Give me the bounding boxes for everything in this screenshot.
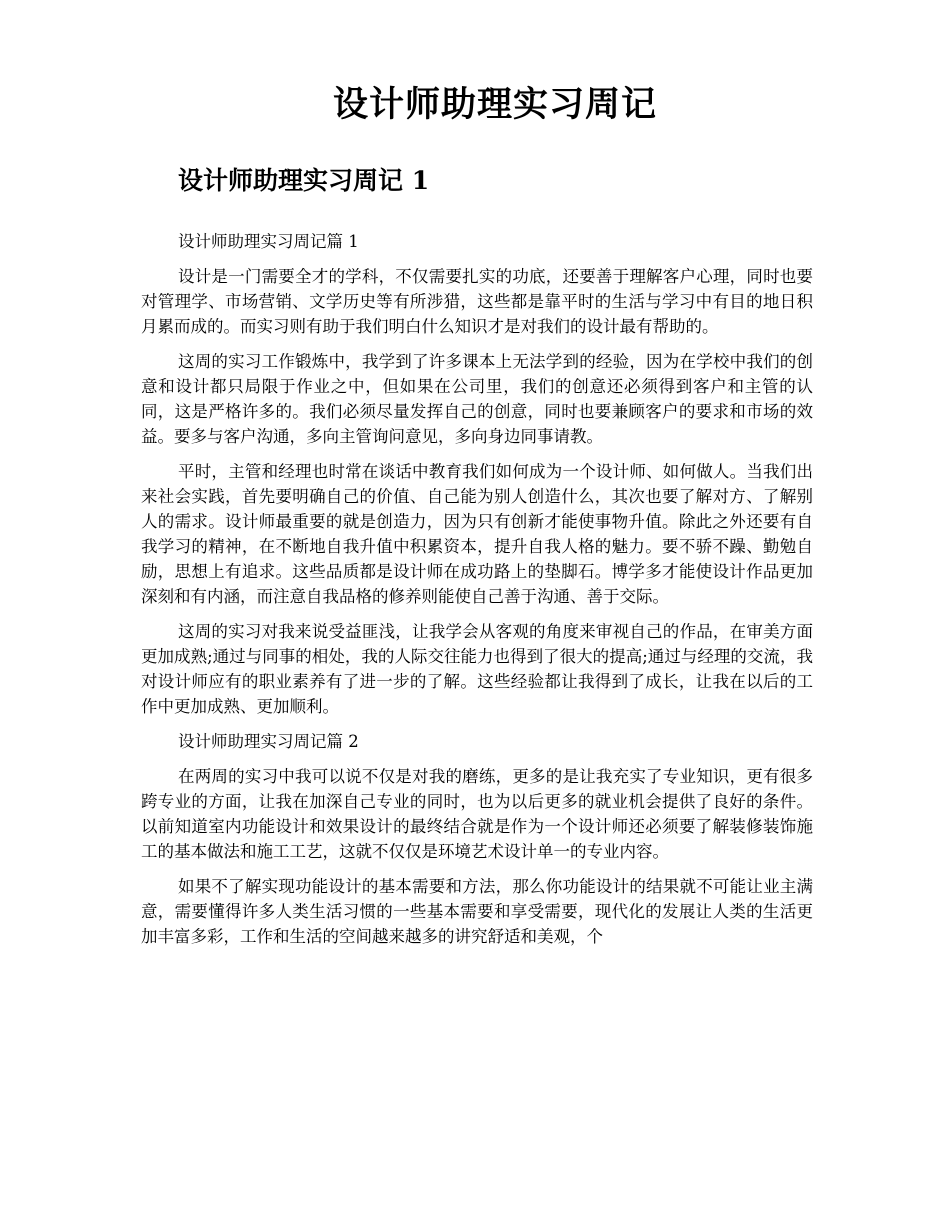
document-title: 设计师助理实习周记 [332,84,657,125]
sub-heading-1: 设计师助理实习周记篇 1 [178,232,359,251]
paragraph: 这周的实习工作锻炼中，我学到了许多课本上无法学到的经验，因为在学校中我们的创意和设计都只局限于作业之中，但如果在公司里，我们的创意还必须得到客户和主管的认同，这是严格许多的。我们必须尽量发挥自己的创意，同时也要兼顾客户的要求和市场的效益。要多与客户沟通，多向主管询问意见，多向身边同事请教。 [141,352,813,446]
paragraph: 设计是一门需要全才的学科，不仅需要扎实的功底，还要善于理解客户心理，同时也要对管理学、市场营销、文学历史等有所涉猎，这些都是靠平时的生活与学习中有目的地日积月累而成的。而实习则有助于我们明白什么知识才是对我们的设计最有帮助的。 [141,267,813,336]
sub-heading-2: 设计师助理实习周记篇 2 [178,732,359,751]
paragraph: 在两周的实习中我可以说不仅是对我的磨练，更多的是让我充实了专业知识，更有很多跨专业的方面，让我在加深自己专业的同时，也为以后更多的就业机会提供了良好的条件。以前知道室内功能设计和效果设计的最终结合就是作为一个设计师还必须要了解装修装饰施工的基本做法和施工工艺，这就不仅仅是环境艺术设计单一的专业内容。 [141,767,813,861]
paragraph: 这周的实习对我来说受益匪浅，让我学会从客观的角度来审视自己的作品，在审美方面更加成熟;通过与同事的相处，我的人际交往能力也得到了很大的提高;通过与经理的交流，我对设计师应有的职业素养有了进一步的了解。这些经验都让我得到了成长，让我在以后的工作中更加成熟、更加顺利。 [141,622,813,716]
paragraph: 如果不了解实现功能设计的基本需要和方法，那么你功能设计的结果就不可能让业主满意，需要懂得许多人类生活习惯的一些基本需要和享受需要，现代化的发展让人类的生活更加丰富多彩，工作和生活的空间越来越多的讲究舒适和美观，个 [141,877,813,946]
section-title: 设计师助理实习周记 1 [178,166,430,195]
paragraph: 平时，主管和经理也时常在谈话中教育我们如何成为一个设计师、如何做人。当我们出来社会实践，首先要明确自己的价值、自己能为别人创造什么，其次也要了解对方、了解别人的需求。设计师最重要的就是创造力，因为只有创新才能使事物升值。除此之外还要有自我学习的精神，在不断地自我升值中积累资本，提升自我人格的魅力。要不骄不躁、勤勉自励，思想上有追求。这些品质都是设计师在成功路上的垫脚石。博学多才能使设计作品更加深刻和有内涵，而注意自我品格的修养则能使自己善于沟通、善于交际。 [141,462,813,606]
document-body [141,229,813,959]
